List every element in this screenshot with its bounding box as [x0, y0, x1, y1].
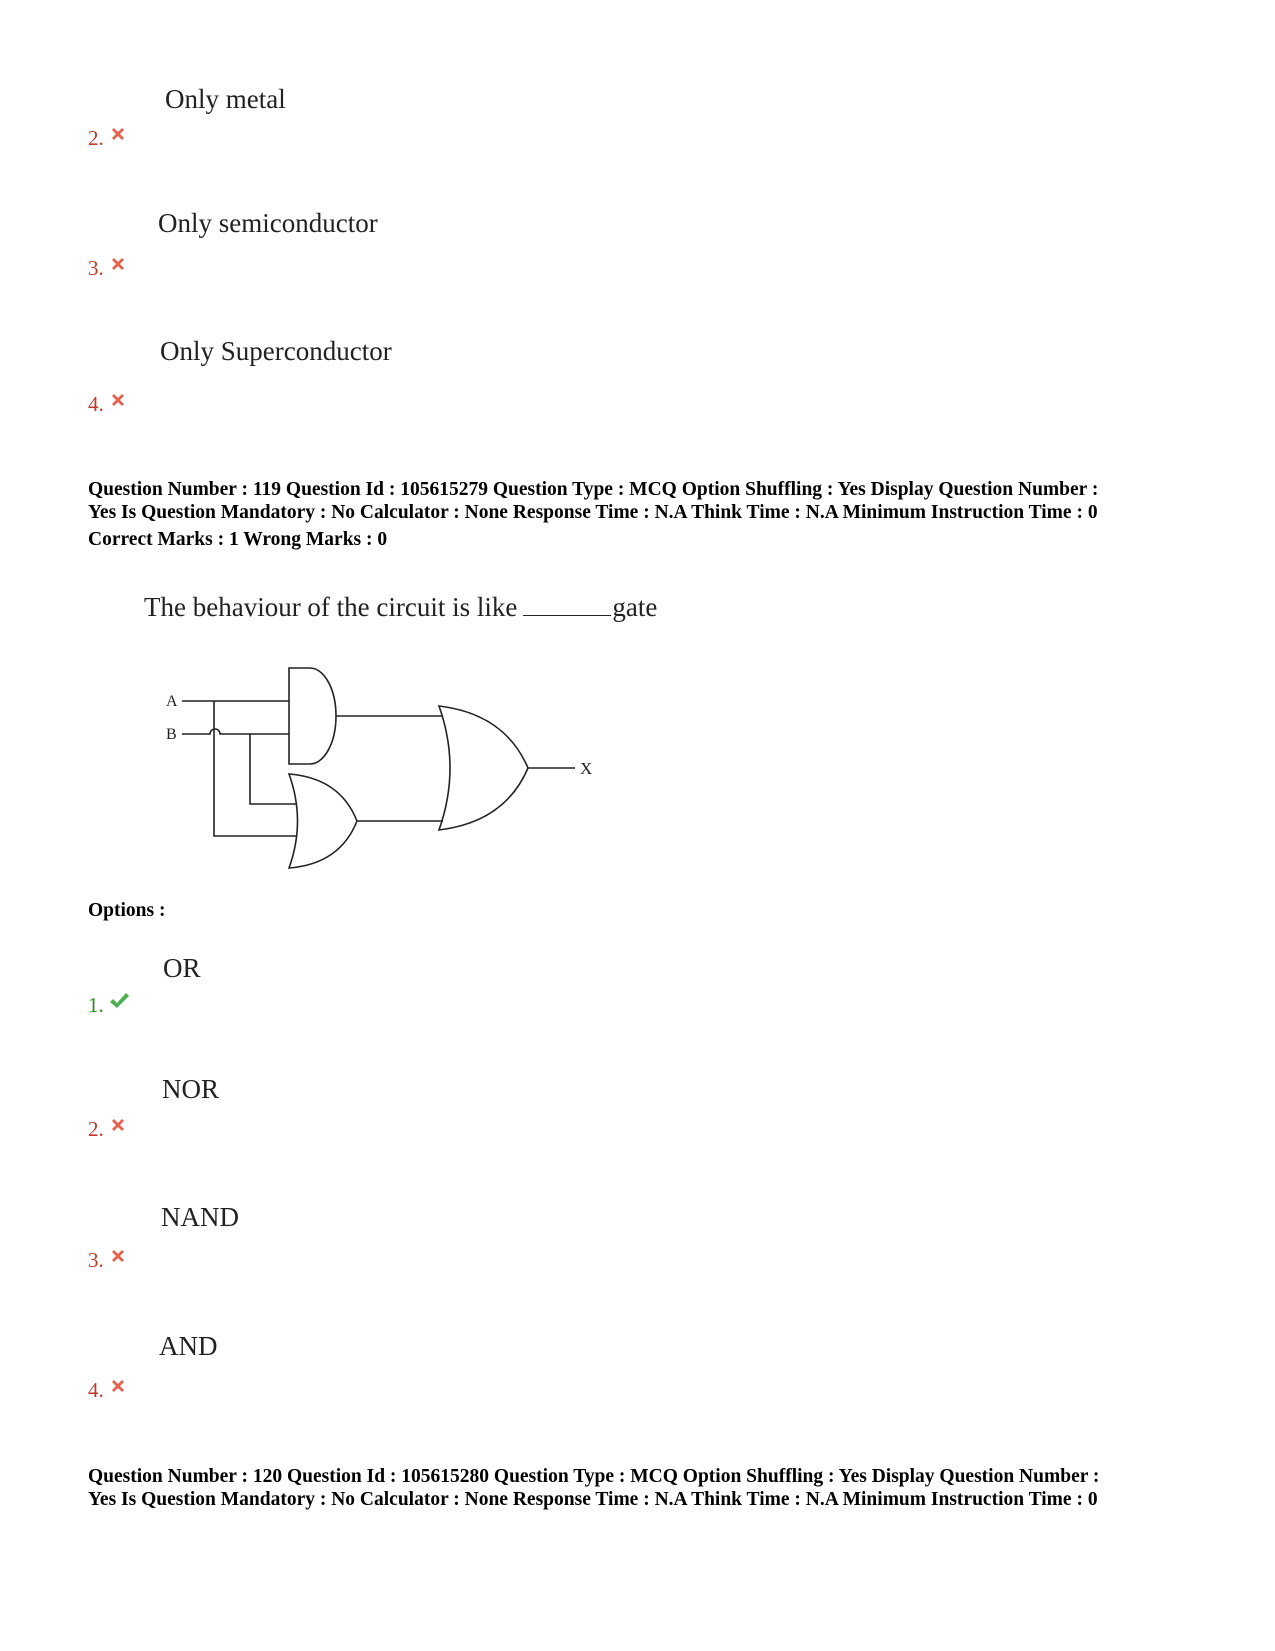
option-4-number: 4.	[88, 1378, 104, 1402]
option-2-text: NOR	[162, 1074, 220, 1104]
option-4-text: AND	[159, 1331, 218, 1361]
answer-blank	[523, 593, 611, 616]
option-2-number: 2.	[88, 1117, 104, 1141]
or-gate-output	[439, 706, 528, 830]
output-x-label: X	[580, 759, 593, 778]
prev-option-2-marker	[88, 128, 127, 149]
prev-option-2-number: 2.	[88, 126, 104, 150]
q119-meta-line1: Question Number : 119 Question Id : 105615279 Question Type : MCQ Option Shuffling : Yes Display Question Number :	[88, 479, 1099, 500]
cross-icon	[109, 391, 127, 409]
cross-icon	[109, 1377, 127, 1395]
input-b-label: B	[166, 726, 177, 743]
cross-icon	[109, 125, 127, 143]
logic-circuit-diagram	[150, 650, 620, 885]
prev-option-2-text: Only metal	[165, 84, 286, 114]
and-gate	[289, 668, 336, 764]
q119-question-end: gate	[612, 592, 658, 622]
q120-meta-line1: Question Number : 120 Question Id : 105615280 Question Type : MCQ Option Shuffling : Yes Display Question Number :	[88, 1466, 1100, 1487]
input-a-label: A	[166, 693, 178, 710]
q119-meta-line2: Yes Is Question Mandatory : No Calculator : None Response Time : N.A Think Time : N.A Minimum Instruction Time : 0	[88, 502, 1098, 523]
a-branch-wire	[214, 701, 296, 836]
q120-meta-line2: Yes Is Question Mandatory : No Calculator : None Response Time : N.A Think Time : N.A Minimum Instruction Time : 0	[88, 1489, 1098, 1510]
q119-question	[144, 592, 657, 623]
option-1-number: 1.	[88, 993, 104, 1017]
cross-icon	[109, 1116, 127, 1134]
option-3-number: 3.	[88, 1248, 104, 1272]
option-2-marker	[88, 1119, 127, 1140]
option-1-marker	[88, 995, 129, 1016]
prev-option-4-marker	[88, 394, 127, 415]
q119-marks: Correct Marks : 1 Wrong Marks : 0	[88, 529, 388, 550]
prev-option-3-number: 3.	[88, 256, 104, 280]
options-label: Options :	[88, 900, 166, 921]
option-3-marker	[88, 1250, 127, 1271]
option-3-text: NAND	[161, 1202, 239, 1232]
cross-icon	[109, 1247, 127, 1265]
prev-option-4-number: 4.	[88, 392, 104, 416]
prev-option-4-text: Only Superconductor	[160, 336, 392, 366]
input-b-wire	[182, 729, 289, 734]
prev-option-3-text: Only semiconductor	[158, 208, 378, 238]
q119-question-start: The behaviour of the circuit is like	[144, 592, 518, 622]
prev-option-3-marker	[88, 258, 127, 279]
or-gate-small	[289, 774, 357, 868]
option-1-text: OR	[163, 953, 201, 983]
cross-icon	[109, 255, 127, 273]
check-icon	[109, 992, 129, 1010]
option-4-marker	[88, 1380, 127, 1401]
